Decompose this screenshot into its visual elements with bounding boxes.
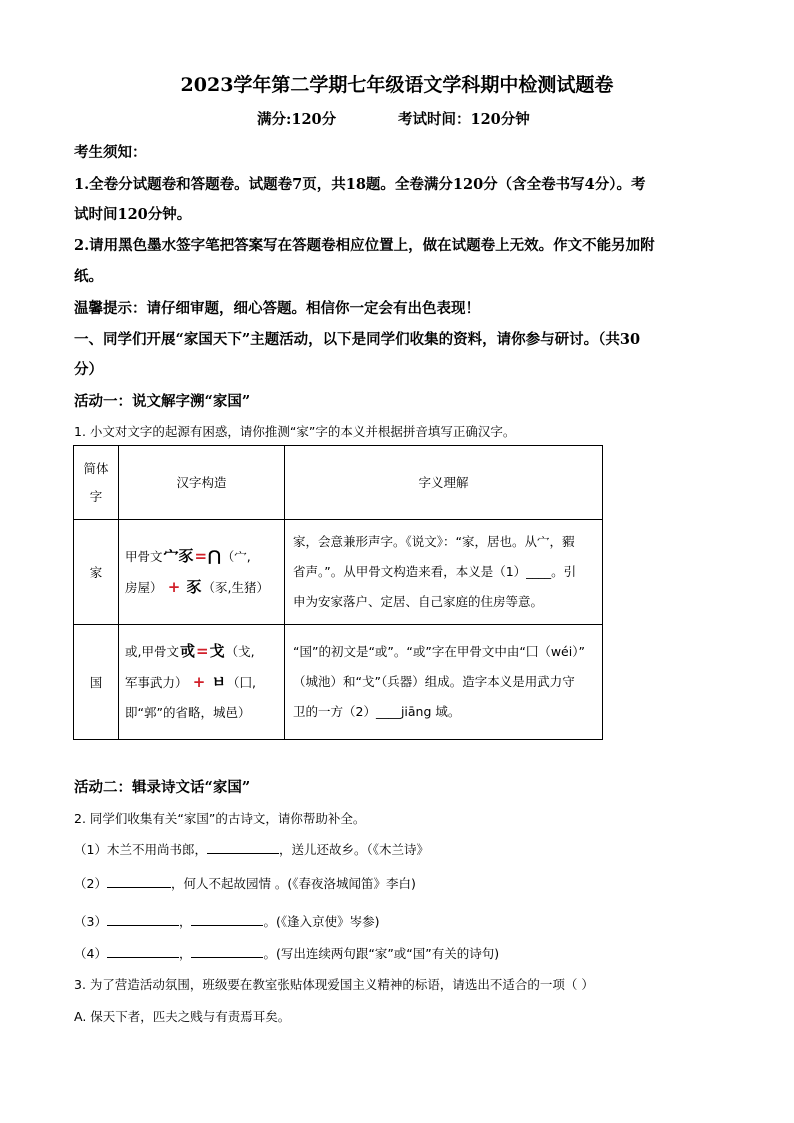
pig-glyph: 豕 (186, 578, 202, 596)
section-1-heading: 一、同学们开展“家国天下”主题活动，以下是同学们收集的资料，请你参与研讨。（共30 (74, 331, 641, 348)
jia-meaning-3: 申为安家落户、定居、自己家庭的住房等意。 (293, 594, 544, 609)
roof-glyph: ⋂ (208, 547, 221, 565)
header-simplified-cont: 字 (89, 488, 103, 504)
table-row: 国 或,甲骨文戓=戈（戈, 军事武力） + ㅂ（囗, 即“郭”的省略，城邑） “国”的初文是“或”。“或”字在甲骨文中由“囗（wéi）” （城池）和“戈”（兵器）组成。造字本义是用武力守 卫的一方（2）____jiāng 域。 (74, 625, 603, 740)
notice-item-2-cont: 纸。 (74, 268, 103, 285)
question-3: 3. 为了营造活动氛围，班级要在教室张贴体现爱国主义精神的标语，请选出不适合的一项（ ） (74, 977, 594, 992)
guo-meaning-1: “国”的初文是“或”。“或”字在甲骨文中由“囗（wéi）” (293, 644, 585, 659)
answer-blank[interactable] (191, 957, 263, 958)
guo-meaning-3: 卫的一方（2）____jiāng 域。 (293, 704, 461, 719)
answer-blank[interactable] (107, 957, 179, 958)
poem-line-3: （3） ， 。(《逢入京使》岑参) (74, 914, 380, 929)
oracle-bone-jia-glyph: 宀豕 (163, 547, 194, 565)
plus-mark: + (187, 673, 211, 691)
equals-mark: = (196, 642, 209, 660)
poem-line-4: （4） ， 。(写出连续两句跟“家”或“国”有关的诗句) (74, 946, 500, 961)
section-1-heading-cont: 分） (74, 361, 103, 378)
answer-blank[interactable] (191, 925, 263, 926)
character-table (73, 445, 603, 740)
answer-blank[interactable] (207, 853, 279, 854)
time-info: 考试时间：120分钟 (398, 111, 530, 128)
jia-meaning-2: 省声。”。从甲骨文构造来看，本义是（1）____。引 (293, 564, 577, 579)
header-meaning: 字义理解 (418, 474, 469, 490)
poem-line-2: （2） ，何人不起故园情 。(《春夜洛城闻笛》李白) (74, 876, 416, 891)
question-2: 2. 同学们收集有关“家国”的古诗文，请你帮助补全。 (74, 811, 366, 826)
notice-item-1: 1.全卷分试题卷和答题卷。试题卷7页，共18题。全卷满分120分（含全卷书写4分）。考 (74, 176, 646, 193)
page-title: 2023学年第二学期七年级语文学科期中检测试题卷 (180, 74, 614, 96)
guo-meaning-2: （城池）和“戈”（兵器）组成。造字本义是用武力守 (293, 674, 575, 689)
table-row: 家 甲骨文宀豕=⋂（宀, 房屋） + 豕（豕,生猪） 家，会意兼形声字。《说文》：“家，居也。从宀，豭 省声。”。从甲骨文构造来看，本义是（1）____。引 申为安家落户、定居、自己家庭的住房等意。 (74, 520, 603, 625)
dagger-glyph: 戈 (209, 642, 225, 660)
oracle-bone-huo-glyph: 戓 (179, 642, 195, 660)
plus-mark: + (162, 578, 186, 596)
option-a: A. 保天下者，匹夫之贱与有责焉耳矣。 (74, 1009, 291, 1024)
answer-blank[interactable] (107, 925, 179, 926)
header-structure: 汉字构造 (176, 474, 227, 490)
notice-item-1-cont: 试时间120分钟。 (74, 206, 192, 223)
char-guo: 国 (89, 675, 103, 690)
tip-text: 温馨提示：请仔细审题，细心答题。相信你一定会有出色表现！ (74, 300, 480, 317)
notice-heading: 考生须知： (74, 144, 147, 161)
enclosure-glyph: ㅂ (211, 673, 227, 691)
poem-line-1: （1）木兰不用尚书郎， ，送儿还故乡。（《木兰诗》 (74, 842, 429, 857)
char-jia: 家 (89, 565, 103, 580)
answer-blank[interactable] (107, 887, 171, 888)
table-header-row (74, 446, 603, 520)
header-simplified: 简体 (83, 460, 109, 476)
jia-meaning-1: 家，会意兼形声字。《说文》：“家，居也。从宀，豭 (293, 534, 575, 549)
notice-item-2: 2.请用黑色墨水签字笔把答案写在答题卷相应位置上，做在试题卷上无效。作文不能另加附 (74, 237, 655, 254)
activity-1-title: 活动一：说文解字溯“家国” (74, 393, 251, 410)
equals-mark: = (194, 547, 208, 565)
question-1: 1. 小文对文字的起源有困惑，请你推测“家”字的本义并根据拼音填写正确汉字。 (74, 424, 516, 439)
score-info: 满分:120分 (257, 111, 337, 128)
activity-2-title: 活动二：辑录诗文话“家国” (74, 779, 251, 796)
